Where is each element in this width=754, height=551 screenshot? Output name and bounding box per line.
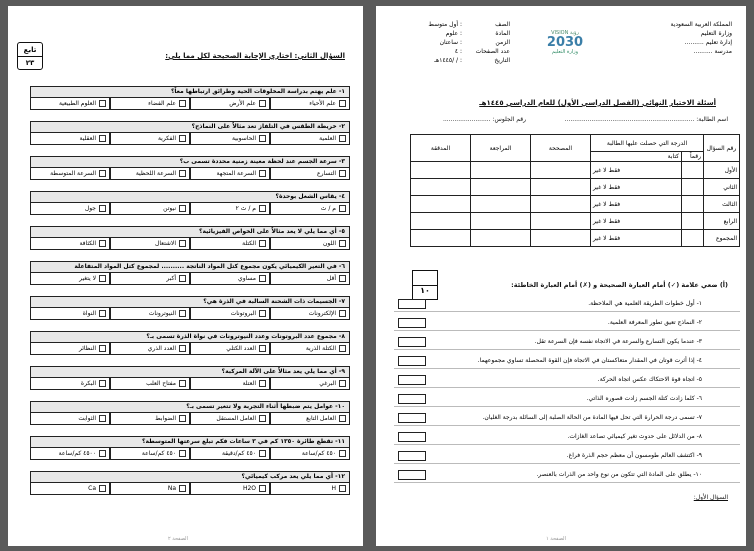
exam-meta-row <box>390 47 510 56</box>
answer-box[interactable] <box>398 356 426 366</box>
header-right-block <box>670 20 732 56</box>
answer-option[interactable]: Ca <box>30 483 110 495</box>
grade-subheader-words: كتابة <box>591 152 682 162</box>
score-box <box>412 270 438 300</box>
grade-cell <box>682 162 704 179</box>
answer-option[interactable]: النواة <box>30 308 110 320</box>
answer-option[interactable]: العامل التابع <box>270 413 350 425</box>
grade-subheader-digits: رقماً <box>682 152 704 162</box>
meta-label: الصف <box>495 21 510 28</box>
answer-box[interactable] <box>398 451 426 461</box>
badge-number: ٢٣ <box>18 56 42 69</box>
grade-header-reviewer: المراجعة <box>471 135 531 162</box>
next-section-title: السؤال الأول: <box>693 494 728 501</box>
answer-option[interactable]: علم الأرض <box>190 98 270 110</box>
vision-logo <box>530 30 600 55</box>
answer-option[interactable]: العلمية <box>270 133 350 145</box>
exam-meta-row <box>390 29 510 38</box>
meta-value: : ٤ <box>454 48 462 55</box>
grade-cell <box>471 196 531 213</box>
answer-option[interactable]: الفكرية <box>110 133 190 145</box>
answer-option[interactable]: العقلية <box>30 133 110 145</box>
meta-value: : ساعتان <box>439 39 462 46</box>
grade-row-label: الثاني <box>704 179 740 196</box>
grade-row <box>411 179 740 196</box>
answer-option[interactable]: السرعة المتجهة <box>190 168 270 180</box>
grade-cell <box>531 162 591 179</box>
answer-option[interactable]: الحاسوبية <box>190 133 270 145</box>
answer-option[interactable]: الإلكترونات <box>270 308 350 320</box>
options-row <box>30 483 350 495</box>
statement-text: ٩- اكتشف العالم طومسون أن معظم حجم الذرة فراغ. <box>566 452 702 459</box>
answer-option[interactable]: السرعة المتوسطة <box>30 168 110 180</box>
grade-row <box>411 196 740 213</box>
answer-option[interactable]: الثوابت <box>30 413 110 425</box>
question-text: ٥- أي مما يلي لا يعد مثالاً على الخواص الفيزيائية؟ <box>30 226 350 238</box>
exam-meta-row <box>390 38 510 47</box>
meta-value: : / /١٤٤٥هـ <box>434 57 462 64</box>
grade-cell <box>411 179 471 196</box>
options-row <box>30 203 350 215</box>
grade-cell <box>682 179 704 196</box>
answer-option[interactable]: علم الفضاء <box>110 98 190 110</box>
answer-option[interactable]: أكبر <box>110 273 190 285</box>
statement-text: ١- أول خطوات الطريقة العلمية هي الملاحظة. <box>588 300 702 307</box>
answer-box[interactable] <box>398 413 426 423</box>
answer-option[interactable]: ٤٥٠ كم/ساعة <box>270 448 350 460</box>
answer-option[interactable]: مفتاح العلب <box>110 378 190 390</box>
section-title: السؤال الثاني: اختاري الإجابة الصحيحة لكل مما يلي: <box>165 52 345 60</box>
school-label: مدرسة .......... <box>693 48 732 55</box>
meta-label: المادة <box>495 30 510 37</box>
question-text: ١٢- أي مما يلي يعد مركب كيميائي؟ <box>30 471 350 483</box>
answer-option[interactable]: الكتلة <box>190 238 270 250</box>
grade-cell <box>471 162 531 179</box>
meta-value: : أول متوسط <box>428 21 462 28</box>
answer-option[interactable]: البرغي <box>270 378 350 390</box>
options-row <box>30 343 350 355</box>
question-text: ٩- أي مما يلي يعد مثالاً على الآلة المركبة؟ <box>30 366 350 378</box>
statement-row <box>394 393 740 407</box>
grade-cell <box>531 179 591 196</box>
grade-header-qnum: رقم السؤال <box>704 135 740 162</box>
meta-label: الزمن <box>495 39 510 46</box>
exam-meta-row <box>390 20 510 29</box>
options-row <box>30 133 350 145</box>
grade-header-score: الدرجة التي حصلت عليها الطالبة <box>591 135 704 152</box>
grade-cell <box>411 213 471 230</box>
statement-row <box>394 431 740 445</box>
answer-option[interactable]: الضوابط <box>110 413 190 425</box>
answer-option[interactable]: م / ث <box>270 203 350 215</box>
grade-header-corrector: المصححة <box>531 135 591 162</box>
options-row <box>30 238 350 250</box>
page-footer: الصفحة ١ <box>546 536 566 542</box>
answer-option[interactable]: نيوتن <box>110 203 190 215</box>
answer-option[interactable]: لا يتغير <box>30 273 110 285</box>
ministry-label: وزارة التعليم <box>700 30 732 37</box>
statement-text: ٧- تسمى درجة الحرارة التي تحل فيها المادة من الحالة الصلبة إلى السائلة بدرجة الغليان. <box>482 414 702 421</box>
left-page <box>8 6 363 546</box>
answer-option[interactable]: Na <box>110 483 190 495</box>
grade-words-cell: فقط لا غير <box>591 213 682 230</box>
question-text: ١٠- عوامل يتم ضبطها أثناء التجربة ولا تتغير تسمى بـ؟ <box>30 401 350 413</box>
statement-row <box>394 374 740 388</box>
grade-header-auditor: المدققة <box>411 135 471 162</box>
statement-row <box>394 298 740 312</box>
badge-label: تابع <box>23 46 37 54</box>
question-text: ١١- تقطع طائرة ١٣٥٠ كم في ٣ ساعات فكم تبلغ سرعتها المتوسطة؟ <box>30 436 350 448</box>
grade-row <box>411 162 740 179</box>
statement-text: ٥- اتجاه قوة الاحتكاك عكس اتجاه الحركة. <box>597 376 702 383</box>
statement-text: ٦- كلما زادت كتلة الجسم زادت قصوره الذاتي. <box>586 395 702 402</box>
grade-cell <box>471 230 531 247</box>
answer-option[interactable]: الكثافة <box>30 238 110 250</box>
answer-option[interactable]: ٤٥٠ كم/دقيقة <box>190 448 270 460</box>
question-text: ٦- في التغير الكيميائي يكون مجموع كتل المواد الناتجة .......... لمجموع كتل المواد المتفاعلة <box>30 261 350 273</box>
statement-row <box>394 412 740 426</box>
question-text: ٣- سرعة الجسم عند لحظة معينة زمنية محددة تسمى ب؟ <box>30 156 350 168</box>
grade-cell <box>682 196 704 213</box>
grade-row <box>411 213 740 230</box>
answer-option[interactable]: الكتلة الذرية <box>270 343 350 355</box>
grade-row <box>411 230 740 247</box>
answer-box[interactable] <box>398 470 426 480</box>
statement-row <box>394 450 740 464</box>
page-footer: الصفحة ٢ <box>168 536 188 542</box>
statement-row <box>394 336 740 350</box>
grade-row-label: الرابع <box>704 213 740 230</box>
answer-box[interactable] <box>398 375 426 385</box>
grade-row-label: الثالث <box>704 196 740 213</box>
answer-option[interactable]: البروتونات <box>190 308 270 320</box>
grade-cell <box>531 196 591 213</box>
question-text: ٧- الجسيمات ذات الشحنة السالبة في الذرة هي؟ <box>30 296 350 308</box>
grade-words-cell: فقط لا غير <box>591 162 682 179</box>
meta-label: التاريخ <box>494 57 510 64</box>
answer-option[interactable]: أقل <box>270 273 350 285</box>
logo-title: VISION رؤية <box>551 30 579 36</box>
answer-box[interactable] <box>398 318 426 328</box>
right-page <box>376 6 746 546</box>
kingdom-label: المملكة العربية السعودية <box>670 21 732 28</box>
grade-words-cell: فقط لا غير <box>591 179 682 196</box>
grade-row-label: الأول <box>704 162 740 179</box>
answer-option[interactable]: البكرة <box>30 378 110 390</box>
answer-box[interactable] <box>398 337 426 347</box>
score-box-value: ١٠ <box>420 286 430 295</box>
statement-text: ٢- النماذج تعيق تطور المعرفة العلمية. <box>607 319 702 326</box>
meta-value: : علوم <box>445 30 462 37</box>
options-row <box>30 273 350 285</box>
answer-option[interactable]: علم الأحياء <box>270 98 350 110</box>
grade-cell <box>471 213 531 230</box>
answer-option[interactable]: جول <box>30 203 110 215</box>
answer-option[interactable]: النيوترونات <box>110 308 190 320</box>
options-row <box>30 168 350 180</box>
question-text: ١- علم يهتم بدراسة المخلوقات الحية وطرائق ارتباطها معاً؟ <box>30 86 350 98</box>
grade-cell <box>682 230 704 247</box>
options-row <box>30 308 350 320</box>
answer-option[interactable]: العتلة <box>190 378 270 390</box>
answer-option[interactable]: التسارع <box>270 168 350 180</box>
student-name-field[interactable]: اسم الطالبة: .................................................................... <box>564 116 728 123</box>
answer-box[interactable] <box>398 432 426 442</box>
grade-words-cell: فقط لا غير <box>591 196 682 213</box>
page-badge <box>17 42 43 70</box>
statement-text: ٨- من الدلائل على حدوث تغير كيميائي تصاعد الغازات. <box>567 433 702 440</box>
grade-cell <box>411 196 471 213</box>
exam-title: أسئلة الاختبار النهائي (الفصل الدراسي الأول) للعام الدراسي ١٤٤٥هـ <box>479 99 716 107</box>
options-row <box>30 378 350 390</box>
statement-row <box>394 469 740 483</box>
meta-label: عدد الصفحات <box>475 48 510 55</box>
answer-option[interactable]: العامل المستقل <box>190 413 270 425</box>
options-row <box>30 448 350 460</box>
question-text: ٨- مجموع عدد البروتونات وعدد النيوترونات في نواة الذرة تسمى بـ؟ <box>30 331 350 343</box>
answer-option[interactable]: H <box>270 483 350 495</box>
answer-option[interactable]: ٤٥٠ كم/ساعة <box>110 448 190 460</box>
statement-text: ٤- إذا أثرت قوتان في المقدار متعاكستان في الاتجاه فإن القوة المحصلة تساوي مجموعهما. <box>477 357 702 364</box>
answer-option[interactable]: العلوم الطبيعية <box>30 98 110 110</box>
statement-text: ١٠- يطلق على المادة التي تتكون من نوع واحد من الذرات بالعنصر. <box>536 471 702 478</box>
grade-cell <box>471 179 531 196</box>
grade-words-cell: فقط لا غير <box>591 230 682 247</box>
grade-cell <box>531 230 591 247</box>
answer-option[interactable]: ٤٥٠٠ كم/ساعة <box>30 448 110 460</box>
statement-text: ٣- عندما يكون التسارع والسرعة في الاتجاه نفسه فإن السرعة تقل. <box>534 338 702 345</box>
tf-section-title: (أ) ضعي علامة (✓) أمام العبارة الصحيحة و (✗) أمام العبارة الخاطئة: <box>511 281 728 289</box>
statement-row <box>394 355 740 369</box>
answer-option[interactable]: الاشتعال <box>110 238 190 250</box>
options-row <box>30 413 350 425</box>
seat-number-field[interactable]: رقم الجلوس: ......................... <box>442 116 526 123</box>
grade-cell <box>411 162 471 179</box>
answer-option[interactable]: العدد الكتلي <box>190 343 270 355</box>
options-row <box>30 98 350 110</box>
answer-option[interactable]: م / ث ٢ <box>190 203 270 215</box>
exam-meta-row <box>390 56 510 65</box>
grade-cell <box>531 213 591 230</box>
header-left-block <box>390 20 510 65</box>
logo-year: 2030 <box>546 35 584 50</box>
question-text: ٤- يقاس الشغل بوحدة؟ <box>30 191 350 203</box>
statement-row <box>394 317 740 331</box>
answer-option[interactable]: العدد الذري <box>110 343 190 355</box>
answer-box[interactable] <box>398 299 426 309</box>
grade-table <box>410 134 740 247</box>
logo-subtitle: وزارة التعليم <box>551 49 579 55</box>
answer-box[interactable] <box>398 394 426 404</box>
question-text: ٢- خريطة الطقس في التلفاز تعد مثالاً على النماذج؟ <box>30 121 350 133</box>
answer-option[interactable]: السرعة اللحظية <box>110 168 190 180</box>
answer-option[interactable]: مساوي <box>190 273 270 285</box>
answer-option[interactable]: H2O <box>190 483 270 495</box>
grade-row-label: المجموع <box>704 230 740 247</box>
grade-cell <box>411 230 471 247</box>
grade-cell <box>682 213 704 230</box>
education-dept-label: إدارة تعليم .......... <box>684 39 732 46</box>
answer-option[interactable]: اللون <box>270 238 350 250</box>
answer-option[interactable]: النظائر <box>30 343 110 355</box>
